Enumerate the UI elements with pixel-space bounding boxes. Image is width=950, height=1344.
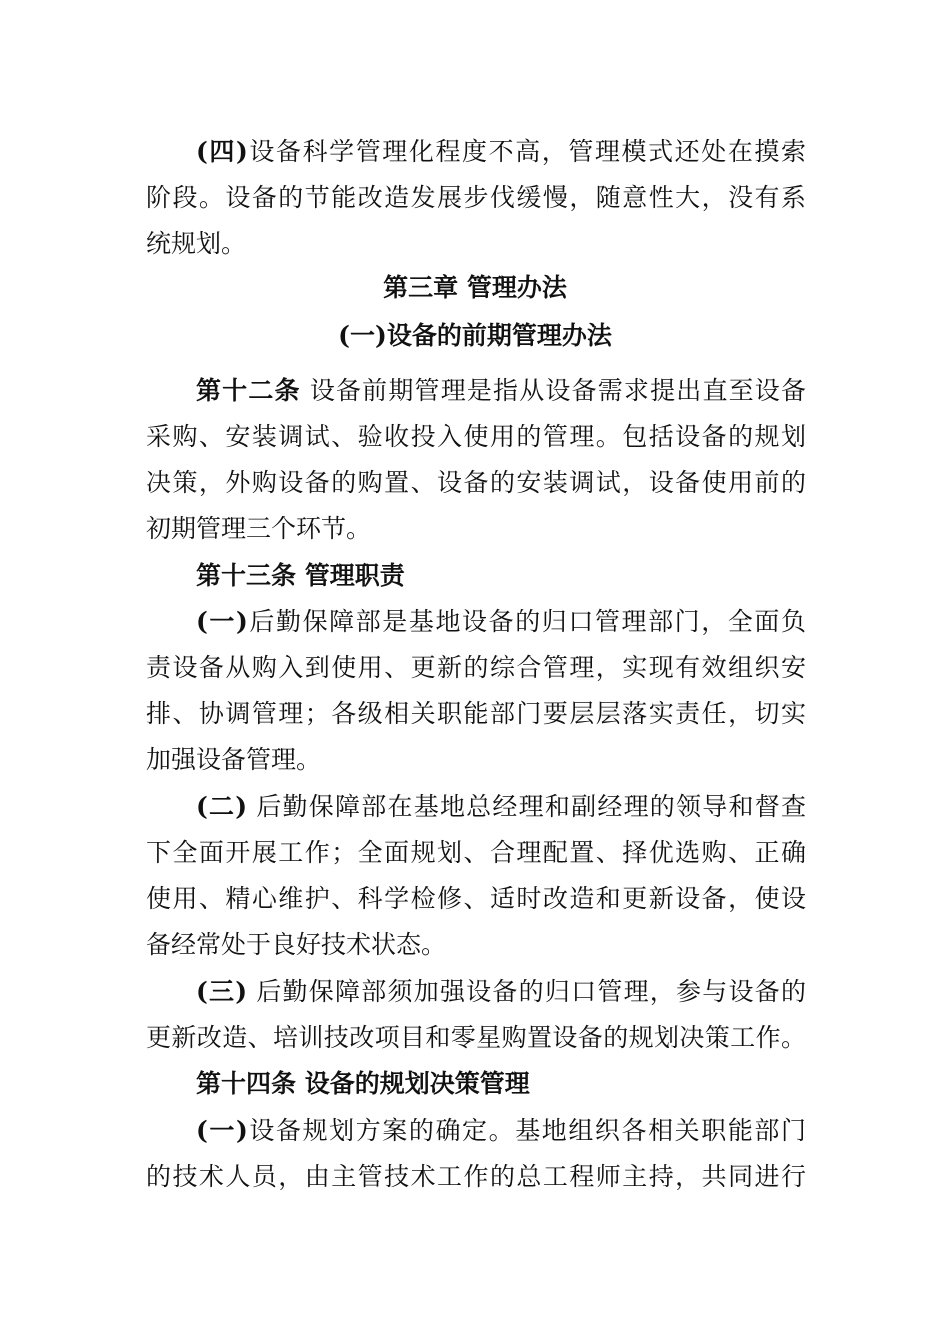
article-13-item-2-line-2: 下全面开展工作；全面规划、合理配置、择优选购、正确 <box>146 838 806 867</box>
article-14-item-1-line-2: 的技术人员，由主管技术工作的总工程师主持，共同进行 <box>146 1162 806 1191</box>
article-13-item-2-text-1: 后勤保障部在基地总经理和副经理的领导和督查 <box>256 792 806 821</box>
article-13-item-3-line-2: 更新改造、培训技改项目和零星购置设备的规划决策工作。 <box>146 1023 806 1052</box>
article-13-item-2-marker: (二) <box>196 792 248 821</box>
para-4-line-2: 阶段。设备的节能改造发展步伐缓慢，随意性大，没有系 <box>146 183 806 212</box>
article-14-item-1-text-1: 设备规划方案的确定。基地组织各相关职能部门 <box>247 1116 806 1145</box>
article-12-line-2: 采购、安装调试、验收投入使用的管理。包括设备的规划 <box>146 422 806 451</box>
article-13-title: 管理职责 <box>304 561 405 590</box>
article-13-label: 第十三条 <box>196 561 297 590</box>
article-12-text-1: 设备前期管理是指从设备需求提出直至设备 <box>309 376 806 405</box>
article-13-heading <box>196 561 806 591</box>
article-12-line-3: 决策，外购设备的购置、设备的安装调试，设备使用前的 <box>146 468 806 497</box>
article-14-heading <box>196 1069 806 1099</box>
article-13-item-1-line-2: 责设备从购入到使用、更新的综合管理，实现有效组织安 <box>146 653 806 682</box>
article-13-item-3-line-1 <box>196 977 806 1007</box>
article-12-line-4: 初期管理三个环节。 <box>146 514 372 543</box>
article-13-item-3-marker: (三) <box>196 977 248 1006</box>
article-14-item-1-marker: (一) <box>196 1116 248 1145</box>
chapter-title: 第三章 管理办法 <box>383 273 567 302</box>
para-4-line-1 <box>196 137 806 167</box>
article-13-item-3-text-1: 后勤保障部须加强设备的归口管理，参与设备的 <box>256 977 806 1006</box>
para-4-text-1: 设备科学管理化程度不高，管理模式还处在摸索 <box>247 137 806 166</box>
article-13-item-1-line-3: 排、协调管理；各级相关职能部门要层层落实责任，切实 <box>146 699 806 728</box>
article-13-item-1-line-4: 加强设备管理。 <box>146 745 322 774</box>
article-14-label: 第十四条 <box>196 1069 297 1098</box>
article-13-item-1-marker: (一) <box>196 607 248 636</box>
article-13-item-2-line-1 <box>196 792 806 822</box>
article-14-item-1-line-1 <box>196 1116 806 1146</box>
section-title: (一)设备的前期管理办法 <box>338 321 612 350</box>
para-4-line-3: 统规划。 <box>146 229 247 258</box>
article-14-title: 设备的规划决策管理 <box>304 1069 530 1098</box>
article-13-item-1-line-1 <box>196 607 806 637</box>
article-13-item-2-line-3: 使用、精心维护、科学检修、适时改造和更新设备，使设 <box>146 884 806 913</box>
article-12-line-1 <box>196 376 806 406</box>
article-13-item-2-line-4: 备经常处于良好技术状态。 <box>146 930 447 959</box>
para-4-marker: (四) <box>196 137 248 166</box>
article-13-item-1-text-1: 后勤保障部是基地设备的归口管理部门，全面负 <box>247 607 806 636</box>
article-12-label: 第十二条 <box>196 376 301 405</box>
